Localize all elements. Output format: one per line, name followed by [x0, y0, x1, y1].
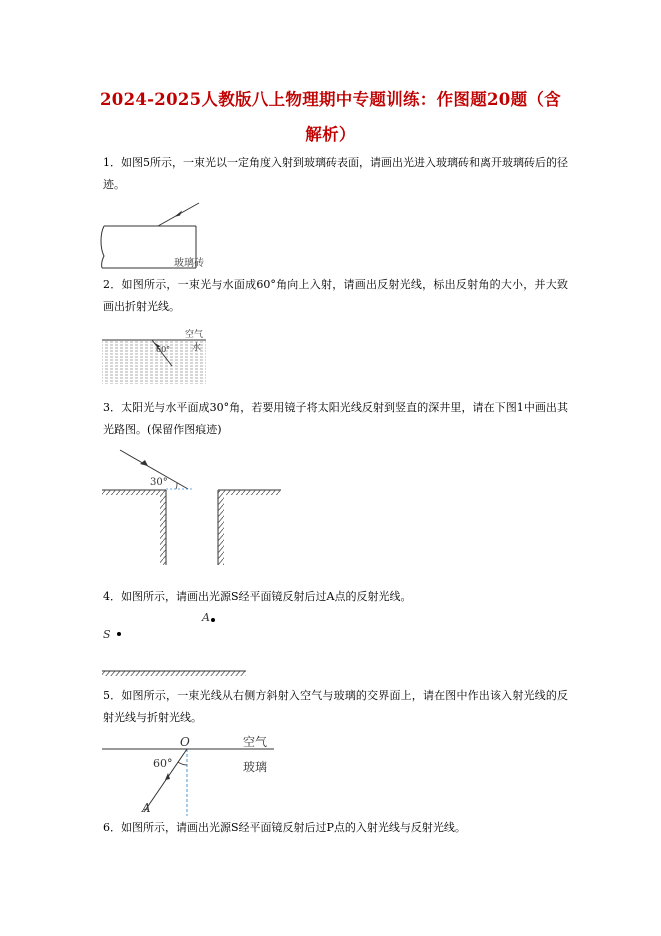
- figure-1-label: 玻璃砖: [174, 258, 204, 269]
- question-number: 5．: [103, 689, 122, 702]
- figure-3-deep-well: [98, 445, 288, 570]
- figure-4-point-label: A: [202, 611, 210, 624]
- question-number: 1．: [103, 156, 121, 169]
- question-text: 太阳光与水平面成30°角，若要用镜子将太阳光线反射到竖直的深井里，请在下图1中画出其光路图。(保留作图痕迹): [103, 401, 568, 436]
- figure-4-plane-mirror: [100, 605, 250, 680]
- question-number: 4．: [103, 590, 121, 603]
- question-text: 如图5所示，一束光以一定角度入射到玻璃砖表面，请画出光进入玻璃砖和离开玻璃砖后的径迹。: [103, 156, 568, 191]
- arrow-icon: [140, 460, 148, 466]
- question-number: 2．: [103, 278, 122, 291]
- question-6: [103, 817, 568, 839]
- question-text: 如图所示，一束光与水面成60°角向上入射，请画出反射光线，标出反射角的大小，并大致画出折射光线。: [103, 278, 569, 313]
- figure-5-start-label: A: [142, 801, 151, 815]
- document-title-line-2: 解析）: [305, 125, 356, 144]
- figure-2-water-label: 水: [192, 343, 202, 353]
- question-1: [103, 152, 568, 196]
- question-text: 如图所示，一束光线从右侧方斜射入空气与玻璃的交界面上，请在图中作出该入射光线的反射光线与折射光线。: [103, 689, 568, 724]
- figure-5-angle: 60°: [153, 757, 173, 770]
- figure-5-air-glass-interface: [98, 734, 278, 819]
- point-a: [211, 618, 215, 622]
- figure-2-water-surface: [100, 326, 210, 386]
- question-2: [103, 274, 568, 318]
- question-text: 如图所示，请画出光源S经平面镜反射后过A点的反射光线。: [121, 590, 412, 603]
- figure-5-origin-label: O: [180, 735, 190, 749]
- document-title-line-1: 2024-2025人教版八上物理期中专题训练：作图题20题（含: [100, 90, 561, 109]
- source-point: [117, 632, 121, 636]
- figure-2-air-label: 空气: [185, 330, 204, 340]
- question-number: 3．: [103, 401, 122, 414]
- question-5: [103, 685, 568, 729]
- question-number: 6．: [103, 821, 121, 834]
- figure-1-glass-brick: [98, 198, 208, 273]
- question-3: [103, 397, 568, 441]
- question-text: 如图所示，请画出光源S经平面镜反射后过P点的入射光线与反射光线。: [121, 821, 466, 834]
- figure-2-angle: 60°: [156, 345, 171, 354]
- figure-5-glass-label: 玻璃: [243, 760, 268, 774]
- figure-5-air-label: 空气: [243, 735, 268, 749]
- arrow-icon: [165, 773, 170, 780]
- figure-3-angle: 30°: [150, 477, 168, 488]
- figure-4-source-label: S: [103, 628, 111, 641]
